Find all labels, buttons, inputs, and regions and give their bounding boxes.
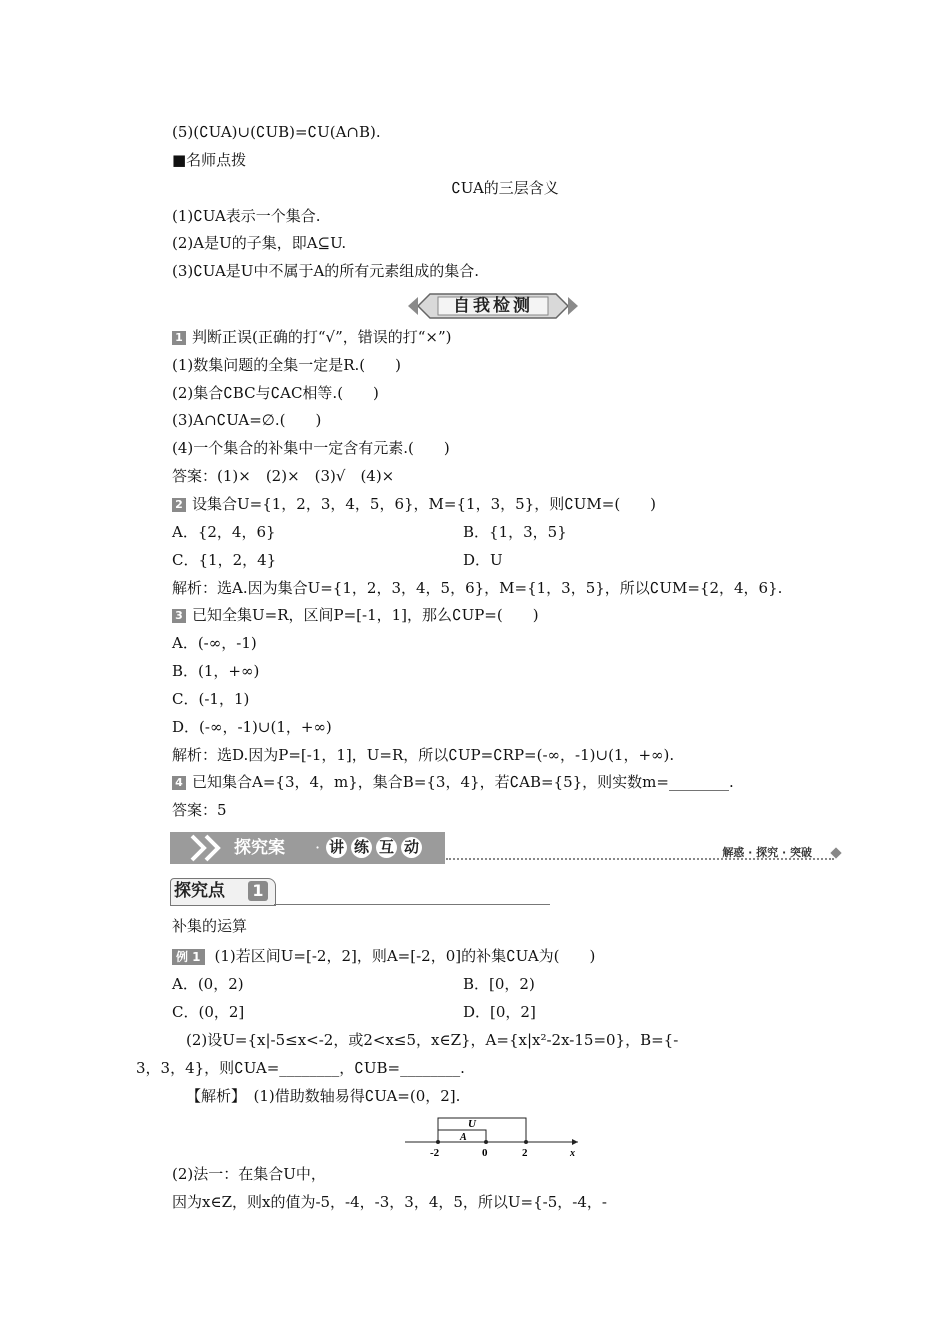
- tick-label: 2: [522, 1147, 528, 1159]
- solution-line-2: (2)法一：在集合U中，: [172, 1165, 326, 1183]
- example-option-c: C．(0，2]: [172, 1003, 245, 1021]
- example-option-b: B．[0，2): [463, 975, 535, 993]
- section-separator: ·: [315, 838, 321, 857]
- tip-item-2: (2)A是U的子集，即A⊆U.: [172, 234, 347, 252]
- explore-topic: 补集的运算: [172, 917, 248, 935]
- banner-title: 自我检测: [453, 296, 533, 316]
- explore-label: 探究点: [174, 881, 225, 901]
- label-u: U: [468, 1118, 476, 1130]
- section-title: 探究案: [234, 838, 285, 858]
- tick-label: 0: [482, 1147, 488, 1159]
- question-number-badge: 4: [172, 776, 186, 790]
- question-number-badge: 3: [172, 609, 186, 623]
- q3-option-b: B．(1，+∞): [172, 662, 260, 680]
- question-2: [172, 494, 656, 514]
- q1-item-3: (3)A∩∁UA=∅.( ): [172, 411, 322, 429]
- q3-option-d: D．(-∞，-1)∪(1，+∞): [172, 718, 332, 736]
- property-5: (5)(∁UA)∪(∁UB)=∁U(A∩B).: [172, 123, 381, 141]
- tip-title: ∁UA的三层含义: [451, 179, 559, 197]
- q1-item-4: (4)一个集合的补集中一定含有元素.( ): [172, 439, 450, 457]
- chevron-right-icon: [188, 834, 228, 862]
- explore-point-header: [170, 878, 550, 906]
- diamond-icon: [830, 847, 841, 858]
- label-a: A: [460, 1132, 467, 1143]
- explore-number: 1: [248, 881, 268, 901]
- question-4: [172, 772, 734, 792]
- example-stem: (1)若区间U=[-2，2]，则A=[-2，0]的补集∁UA为( ): [214, 947, 596, 965]
- example-option-d: D．[0，2]: [463, 1003, 536, 1021]
- section-char-4: 动: [401, 837, 422, 858]
- example-option-a: A．(0，2): [172, 975, 244, 993]
- section-char-3: 互: [376, 837, 397, 858]
- solution-line-3: 因为x∈Z，则x的值为-5，-4，-3，3，4，5，所以U={-5，-4，-: [172, 1193, 607, 1211]
- example-badge: 例 1: [172, 949, 205, 965]
- q2-option-a: A．{2，4，6}: [172, 523, 276, 541]
- question-1: [172, 327, 452, 347]
- section-char-2: 练: [351, 837, 372, 858]
- q3-analysis: 解析：选D.因为P=[-1，1]，U=R，所以∁UP=∁RP=(-∞，-1)∪(1，+∞).: [172, 746, 675, 764]
- section-char-1: 讲: [326, 837, 347, 858]
- q2-option-d: D．U: [463, 551, 503, 569]
- q4-answer: 答案：5: [172, 801, 227, 819]
- question-stem: 已知集合A={3，4，m}，集合B={3，4}，若∁AB={5}，则实数m=________.: [192, 773, 734, 791]
- q2-option-b: B．{1，3，5}: [463, 523, 567, 541]
- example-part-2-line-2: 3，3，4}，则∁UA=________，∁UB=________.: [136, 1059, 465, 1077]
- example-part-2-line-1: (2)设U={x|-5≤x<-2，或2<x≤5，x∈Z}，A={x|x²-2x-15=0}，B={-: [186, 1031, 679, 1049]
- question-3: [172, 605, 539, 625]
- tip-item-3: (3)∁UA是U中不属于A的所有元素组成的集合.: [172, 262, 480, 280]
- q1-item-1: (1)数集问题的全集一定是R.( ): [172, 356, 402, 374]
- tip-heading: ■名师点拨: [172, 151, 247, 169]
- section-header: [170, 832, 840, 864]
- solution-line-1: 【解析】 (1)借助数轴易得∁UA=(0，2].: [186, 1087, 461, 1105]
- question-number-badge: 1: [172, 331, 186, 345]
- explore-underline: [274, 904, 550, 905]
- section-subtitle: 解惑 · 探究 · 突破: [722, 846, 812, 859]
- q3-option-c: C．(-1，1): [172, 690, 250, 708]
- tip-item-1: (1)∁UA表示一个集合.: [172, 207, 321, 225]
- question-stem: 设集合U={1，2，3，4，5，6}，M={1，3，5}，则∁UM=( ): [192, 495, 657, 513]
- question-stem: 判断正误(正确的打“√”，错误的打“×”): [192, 328, 452, 346]
- q1-item-2: (2)集合∁BC与∁AC相等.( ): [172, 384, 379, 402]
- example-1-part-1: [172, 946, 595, 966]
- q2-analysis: 解析：选A.因为集合U={1，2，3，4，5，6}，M={1，3，5}，所以∁UM={2，4，6}.: [172, 579, 783, 597]
- question-number-badge: 2: [172, 498, 186, 512]
- number-line-figure: [400, 1112, 585, 1160]
- tick-label: -2: [430, 1147, 440, 1159]
- self-check-banner: [408, 291, 578, 321]
- q1-answer: 答案：(1)× (2)× (3)√ (4)×: [172, 467, 395, 485]
- q3-option-a: A．(-∞，-1): [172, 634, 257, 652]
- axis-label: x: [570, 1148, 575, 1159]
- question-stem: 已知全集U=R，区间P=[-1，1]，那么∁UP=( ): [192, 606, 539, 624]
- q2-option-c: C．{1，2，4}: [172, 551, 277, 569]
